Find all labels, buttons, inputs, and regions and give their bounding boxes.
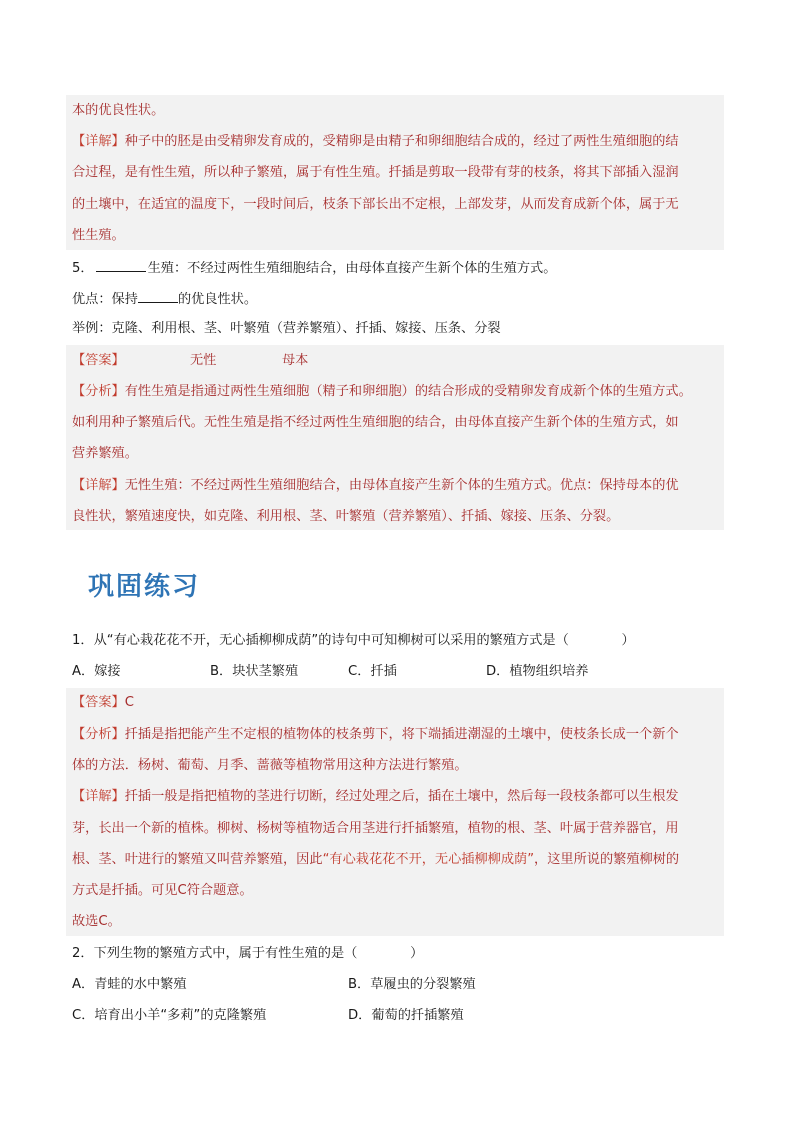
analysis-line: 体的方法．杨树、葡萄、月季、蔷薇等植物常用这种方法进行繁殖。 [72, 758, 468, 773]
poem-quote: “有心栽花花不开，无心插柳柳成荫” [322, 852, 535, 867]
detail-text: ，这里所说的繁殖柳树的 [534, 852, 680, 867]
option-d: D．葡萄的扦插繁殖 [348, 1008, 464, 1023]
advantage-prefix: 优点：保持 [72, 292, 138, 307]
option-a: A．嫁接 [72, 664, 121, 679]
answer-tag: 【答案】 [72, 353, 125, 368]
analysis-text: 有性生殖是指通过两性生殖细胞（精子和卵细胞）的结合形成的受精卵发育成新个体的生殖方式。 [124, 384, 692, 399]
detail-line [72, 851, 679, 869]
detail-line: 合过程，是有性生殖，所以种子繁殖，属于有性生殖。扦插是剪取一段带有芽的枝条，将其下部插入湿润 [72, 165, 679, 180]
detail-tag: 【详解】 [72, 478, 125, 493]
analysis-line: 营养繁殖。 [72, 446, 138, 461]
practice-question-2: 2．下列生物的繁殖方式中，属于有性生殖的是（ ） [72, 946, 424, 961]
example-line: 举例：克隆、利用根、茎、叶繁殖（营养繁殖）、扦插、嫁接、压条、分裂 [72, 321, 501, 336]
question-text: 生殖：不经过两性生殖细胞结合，由母体直接产生新个体的生殖方式。 [147, 261, 557, 276]
conclusion-line: 故选C。 [72, 914, 121, 929]
detail-line: 的土壤中，在适宜的温度下，一段时间后，枝条下部长出不定根，上部发芽，从而发育成新个体，属于无 [72, 197, 679, 212]
detail-tag: 【详解】 [72, 789, 125, 804]
option-d: D．植物组织培养 [486, 664, 589, 679]
answer-line [72, 352, 125, 370]
detail-line: 方式是扦插。可见C符合题意。 [72, 883, 253, 898]
analysis-tag: 【分析】 [72, 384, 125, 399]
detail-line: 芽，长出一个新的植株。柳树、杨树等植物适合用茎进行扦插繁殖，植物的根、茎、叶属于营养器官，用 [72, 821, 679, 836]
answer-value: 无性 [190, 353, 217, 368]
option-b: B．草履虫的分裂繁殖 [348, 977, 476, 992]
fill-blank [138, 289, 178, 303]
advantage-line [72, 289, 257, 309]
section-title: 巩固练习 [88, 572, 201, 602]
detail-line: 良性状，繁殖速度快，如克隆、利用根、茎、叶繁殖（营养繁殖）、扦插、嫁接、压条、分裂。 [72, 509, 620, 524]
detail-text: 扦插一般是指把植物的茎进行切断，经过处理之后，插在土壤中，然后每一段枝条都可以生根发 [124, 789, 679, 804]
detail-text: 无性生殖：不经过两性生殖细胞结合，由母体直接产生新个体的生殖方式。优点：保持母本的优 [124, 478, 679, 493]
analysis-line [72, 383, 692, 401]
analysis-line: 如利用种子繁殖后代。无性生殖是指不经过两性生殖细胞的结合，由母体直接产生新个体的生殖方式，如 [72, 415, 679, 430]
question-number: 5． [72, 261, 94, 276]
advantage-suffix: 的优良性状。 [177, 292, 258, 307]
text-line: 本的优良性状。 [72, 103, 165, 118]
detail-text: 种子中的胚是由受精卵发育成的，受精卵是由精子和卵细胞结合成的，经过了两性生殖细胞的结 [124, 134, 679, 149]
option-c: C．扦插 [348, 664, 397, 679]
detail-line [72, 788, 679, 806]
analysis-tag: 【分析】 [72, 727, 125, 742]
detail-line [72, 133, 679, 151]
answer-tag: 【答案】 [72, 695, 125, 710]
practice-question-1: 1．从“有心栽花花不开，无心插柳柳成荫”的诗句中可知柳树可以采用的繁殖方式是（ ） [72, 633, 635, 648]
detail-tag: 【详解】 [72, 134, 125, 149]
option-a: A．青蛙的水中繁殖 [72, 977, 187, 992]
answer-block [66, 345, 724, 530]
detail-line [72, 477, 679, 495]
option-b: B．块状茎繁殖 [210, 664, 299, 679]
fill-blank [96, 258, 146, 272]
answer-line [72, 694, 134, 712]
option-c: C．培育出小羊“多莉”的克隆繁殖 [72, 1008, 267, 1023]
detail-text: 根、茎、叶进行的繁殖又叫营养繁殖，因此 [72, 852, 323, 867]
analysis-line [72, 726, 679, 744]
answer-value: 母本 [282, 353, 309, 368]
analysis-text: 扦插是指把能产生不定根的植物体的枝条剪下，将下端插进潮湿的土壤中，使枝条长成一个新个 [124, 727, 679, 742]
question-5 [72, 258, 556, 278]
detail-line: 性生殖。 [72, 228, 125, 243]
answer-value: C [124, 695, 134, 710]
